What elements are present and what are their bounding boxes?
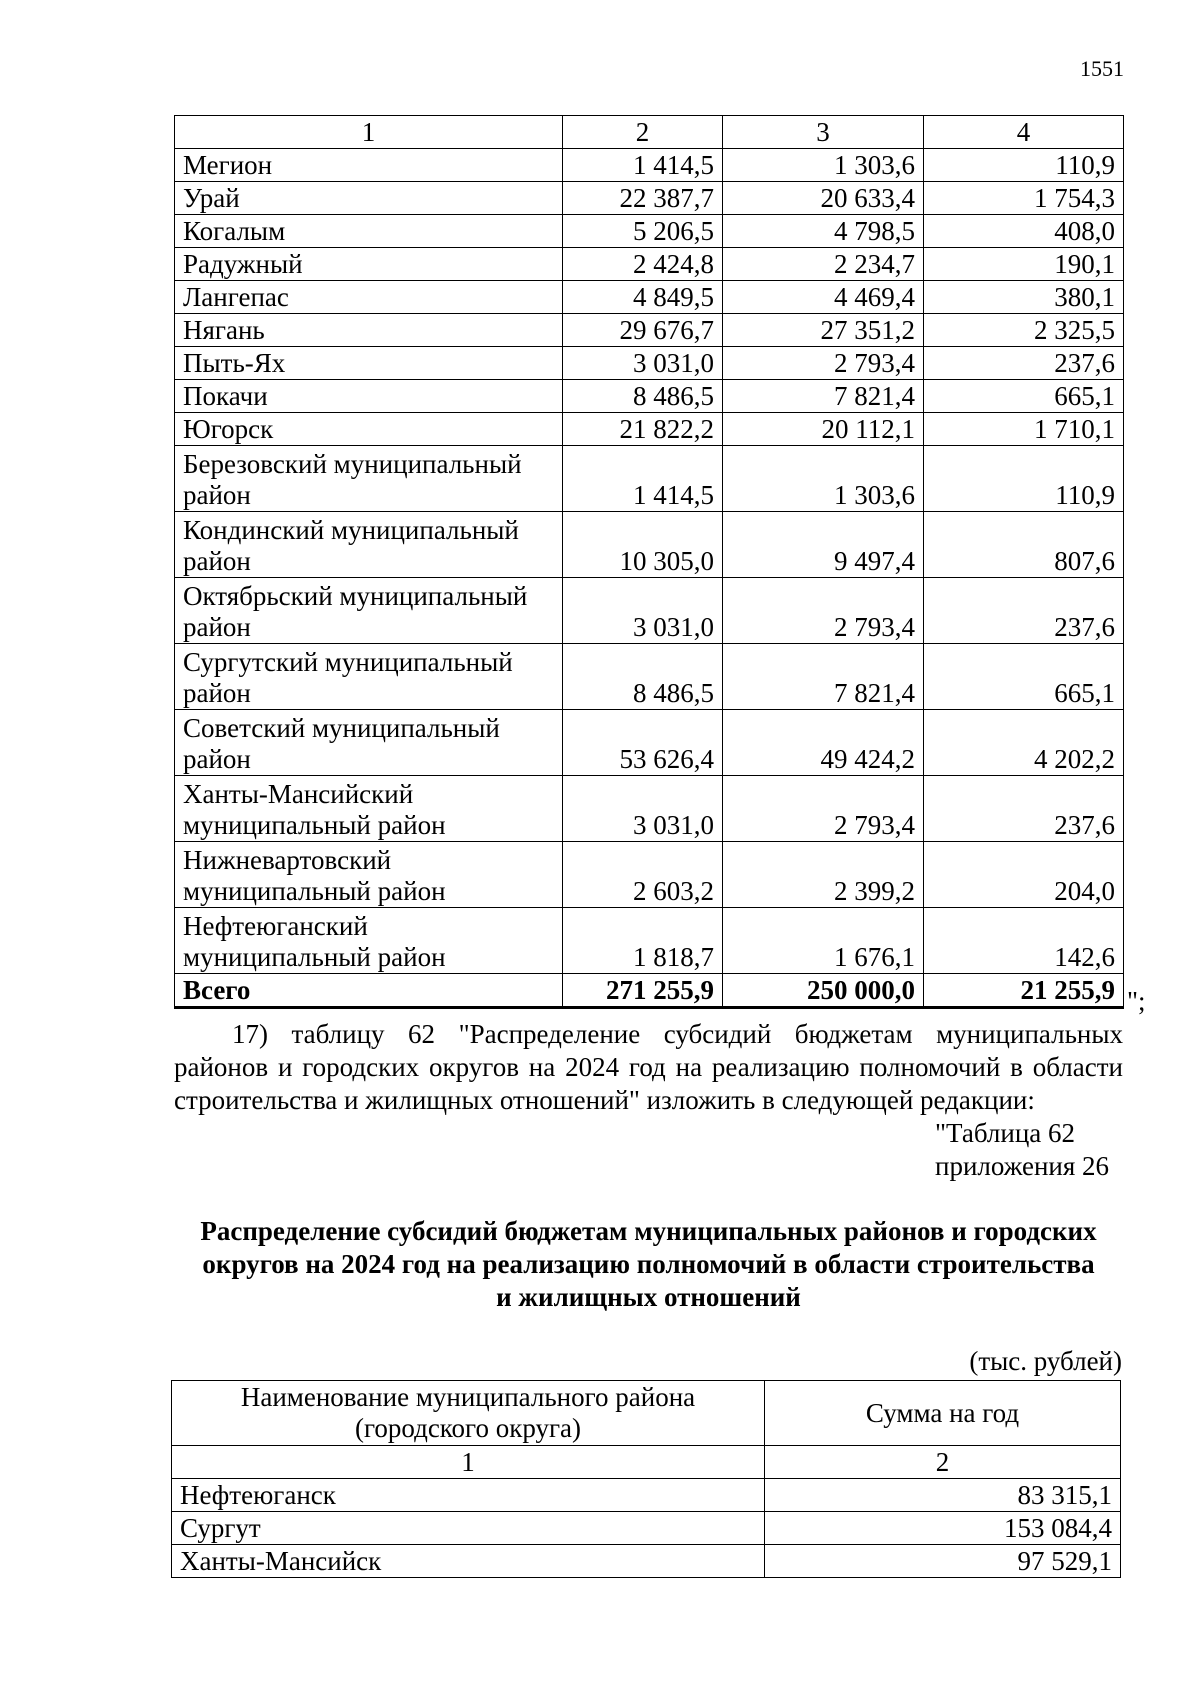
subsidy-table-62: [171, 1380, 1121, 1578]
total-c2: 271 255,9: [563, 974, 723, 1008]
amount-cell-c3: 27 351,2: [723, 314, 924, 347]
amount-cell-c4: 665,1: [924, 380, 1124, 413]
amount-cell-c3: 9 497,4: [723, 512, 924, 578]
amount-cell-c3: 2 234,7: [723, 248, 924, 281]
units-label: (тыс. рублей): [969, 1346, 1122, 1376]
table-row: [175, 512, 1124, 578]
name-line: Ханты-Мансийский: [183, 779, 414, 809]
table-row: [172, 1545, 1121, 1578]
amount-cell-c4: 110,9: [924, 446, 1124, 512]
table-row: [175, 710, 1124, 776]
title-line: и жилищных отношений: [496, 1282, 801, 1312]
name-line: Нижневартовский: [183, 845, 392, 875]
amount-cell-c4: 237,6: [924, 347, 1124, 380]
table-row: [175, 149, 1124, 182]
header-line: Наименование муниципального района: [240, 1382, 696, 1412]
municipality-name: [175, 281, 563, 314]
amount-cell-c4: 190,1: [924, 248, 1124, 281]
table-row: [175, 182, 1124, 215]
amount-cell-c4: 142,6: [924, 908, 1124, 974]
paragraph-line: 17) таблицу 62 "Распределение субсидий бюджетам муниципальных: [232, 1019, 1123, 1049]
table-row: [175, 842, 1124, 908]
table-row: [175, 908, 1124, 974]
name-line: район: [183, 678, 251, 708]
annual-sum: 97 529,1: [765, 1545, 1121, 1578]
amount-cell-c3: 49 424,2: [723, 710, 924, 776]
amount-cell-c4: 807,6: [924, 512, 1124, 578]
name-line: Когалым: [183, 216, 286, 246]
table-row: [175, 347, 1124, 380]
amount-cell-c4: 204,0: [924, 842, 1124, 908]
name-line: Урай: [183, 183, 240, 213]
amount-cell-c3: 2 399,2: [723, 842, 924, 908]
name-line: Нефтеюганский: [183, 911, 368, 941]
municipality-name: [175, 776, 563, 842]
name-line: муниципальный район: [183, 876, 446, 906]
name-line: Радужный: [183, 249, 303, 279]
municipality-name: [175, 182, 563, 215]
name-line: Кондинский муниципальный: [183, 515, 519, 545]
municipality-name: [175, 842, 563, 908]
amount-cell-c3: 2 793,4: [723, 578, 924, 644]
amount-cell-c3: 4 798,5: [723, 215, 924, 248]
table-row: [175, 644, 1124, 710]
table-row: [175, 776, 1124, 842]
amount-cell-c2: 4 849,5: [563, 281, 723, 314]
name-line: Нягань: [183, 315, 265, 345]
amount-cell-c3: 1 303,6: [723, 446, 924, 512]
column-number: 2: [765, 1446, 1121, 1479]
municipality-name: [175, 413, 563, 446]
amount-cell-c3: 7 821,4: [723, 380, 924, 413]
name-line: район: [183, 612, 251, 642]
amount-cell-c2: 3 031,0: [563, 776, 723, 842]
table-row: [175, 578, 1124, 644]
amount-cell-c2: 22 387,7: [563, 182, 723, 215]
column-number: 3: [723, 116, 924, 149]
amount-cell-c2: 8 486,5: [563, 380, 723, 413]
title-line: Распределение субсидий бюджетам муниципальных районов и городских: [200, 1216, 1097, 1246]
name-line: Мегион: [183, 150, 273, 180]
municipality-name: [175, 908, 563, 974]
municipality-name: [175, 347, 563, 380]
name-line: Березовский муниципальный: [183, 449, 522, 479]
column-number: 2: [563, 116, 723, 149]
table-title: [174, 1215, 1123, 1314]
title-line: округов на 2024 год на реализацию полномочий в области строительства: [202, 1249, 1095, 1279]
table-reference: "Таблица 62: [935, 1118, 1075, 1148]
header-sum: Сумма на год: [765, 1381, 1121, 1446]
amount-cell-c2: 53 626,4: [563, 710, 723, 776]
amount-cell-c4: 380,1: [924, 281, 1124, 314]
amount-cell-c4: 237,6: [924, 776, 1124, 842]
amount-cell-c4: 408,0: [924, 215, 1124, 248]
municipality-name: Нефтеюганск: [172, 1479, 765, 1512]
column-number-row: [175, 116, 1124, 149]
name-line: Лангепас: [183, 282, 289, 312]
amount-cell-c4: 665,1: [924, 644, 1124, 710]
name-line: Пыть-Ях: [183, 348, 286, 378]
amount-cell-c3: 2 793,4: [723, 347, 924, 380]
column-number: 4: [924, 116, 1124, 149]
header-municipality: [172, 1381, 765, 1446]
municipality-name: [175, 215, 563, 248]
amount-cell-c3: 20 112,1: [723, 413, 924, 446]
amount-cell-c2: 2 424,8: [563, 248, 723, 281]
amount-cell-c3: 1 676,1: [723, 908, 924, 974]
municipality-name: Сургут: [172, 1512, 765, 1545]
header-row: [172, 1381, 1121, 1446]
table-row: [175, 281, 1124, 314]
total-c4: 21 255,9: [924, 974, 1124, 1008]
amount-cell-c2: 8 486,5: [563, 644, 723, 710]
municipality-name: [175, 644, 563, 710]
municipality-name: [175, 380, 563, 413]
name-line: Октябрьский муниципальный: [183, 581, 528, 611]
amount-cell-c3: 7 821,4: [723, 644, 924, 710]
amount-cell-c3: 1 303,6: [723, 149, 924, 182]
table-row: [175, 446, 1124, 512]
table-row: [172, 1512, 1121, 1545]
name-line: муниципальный район: [183, 810, 446, 840]
municipality-name: [175, 314, 563, 347]
total-row: [175, 974, 1124, 1008]
municipality-name: [175, 512, 563, 578]
amount-cell-c2: 21 822,2: [563, 413, 723, 446]
municipality-name: [175, 578, 563, 644]
amount-cell-c4: 1 710,1: [924, 413, 1124, 446]
closing-quote-mark: ";: [1127, 986, 1146, 1016]
municipality-name: [175, 248, 563, 281]
amount-cell-c3: 20 633,4: [723, 182, 924, 215]
table-reference-appendix: приложения 26: [935, 1151, 1110, 1181]
amount-cell-c4: 4 202,2: [924, 710, 1124, 776]
amount-cell-c2: 29 676,7: [563, 314, 723, 347]
table-row: [175, 314, 1124, 347]
amount-cell-c2: 1 414,5: [563, 446, 723, 512]
page-number: 1551: [1080, 56, 1124, 81]
amount-cell-c4: 1 754,3: [924, 182, 1124, 215]
amount-cell-c2: 3 031,0: [563, 578, 723, 644]
column-number: 1: [175, 116, 563, 149]
paragraph-line: районов и городских округов на 2024 год на реализацию полномочий в области: [174, 1052, 1123, 1082]
name-line: район: [183, 480, 251, 510]
annual-sum: 83 315,1: [765, 1479, 1121, 1512]
total-name: Всего: [175, 974, 563, 1008]
name-line: Покачи: [183, 381, 268, 411]
table-row: [175, 413, 1124, 446]
header-line: (городского округа): [354, 1413, 582, 1443]
municipality-name: [175, 149, 563, 182]
municipality-name: [175, 710, 563, 776]
amount-cell-c4: 2 325,5: [924, 314, 1124, 347]
amount-cell-c2: 3 031,0: [563, 347, 723, 380]
name-line: Советский муниципальный: [183, 713, 500, 743]
municipality-name: [175, 446, 563, 512]
name-line: Югорск: [183, 414, 274, 444]
subsidy-table-continued: [174, 115, 1124, 1009]
amount-cell-c2: 2 603,2: [563, 842, 723, 908]
name-line: муниципальный район: [183, 942, 446, 972]
amount-cell-c4: 237,6: [924, 578, 1124, 644]
amount-cell-c2: 1 818,7: [563, 908, 723, 974]
column-number-row: [172, 1446, 1121, 1479]
municipality-name: Ханты-Мансийск: [172, 1545, 765, 1578]
name-line: район: [183, 546, 251, 576]
table-row: [172, 1479, 1121, 1512]
table-row: [175, 215, 1124, 248]
amount-cell-c2: 5 206,5: [563, 215, 723, 248]
column-number: 1: [172, 1446, 765, 1479]
amount-cell-c2: 1 414,5: [563, 149, 723, 182]
amount-cell-c3: 2 793,4: [723, 776, 924, 842]
amount-cell-c2: 10 305,0: [563, 512, 723, 578]
amount-cell-c4: 110,9: [924, 149, 1124, 182]
annual-sum: 153 084,4: [765, 1512, 1121, 1545]
name-line: район: [183, 744, 251, 774]
table-row: [175, 380, 1124, 413]
amount-cell-c3: 4 469,4: [723, 281, 924, 314]
table-row: [175, 248, 1124, 281]
name-line: Сургутский муниципальный: [183, 647, 513, 677]
paragraph-line: строительства и жилищных отношений" изложить в следующей редакции:: [174, 1085, 1035, 1115]
total-c3: 250 000,0: [723, 974, 924, 1008]
